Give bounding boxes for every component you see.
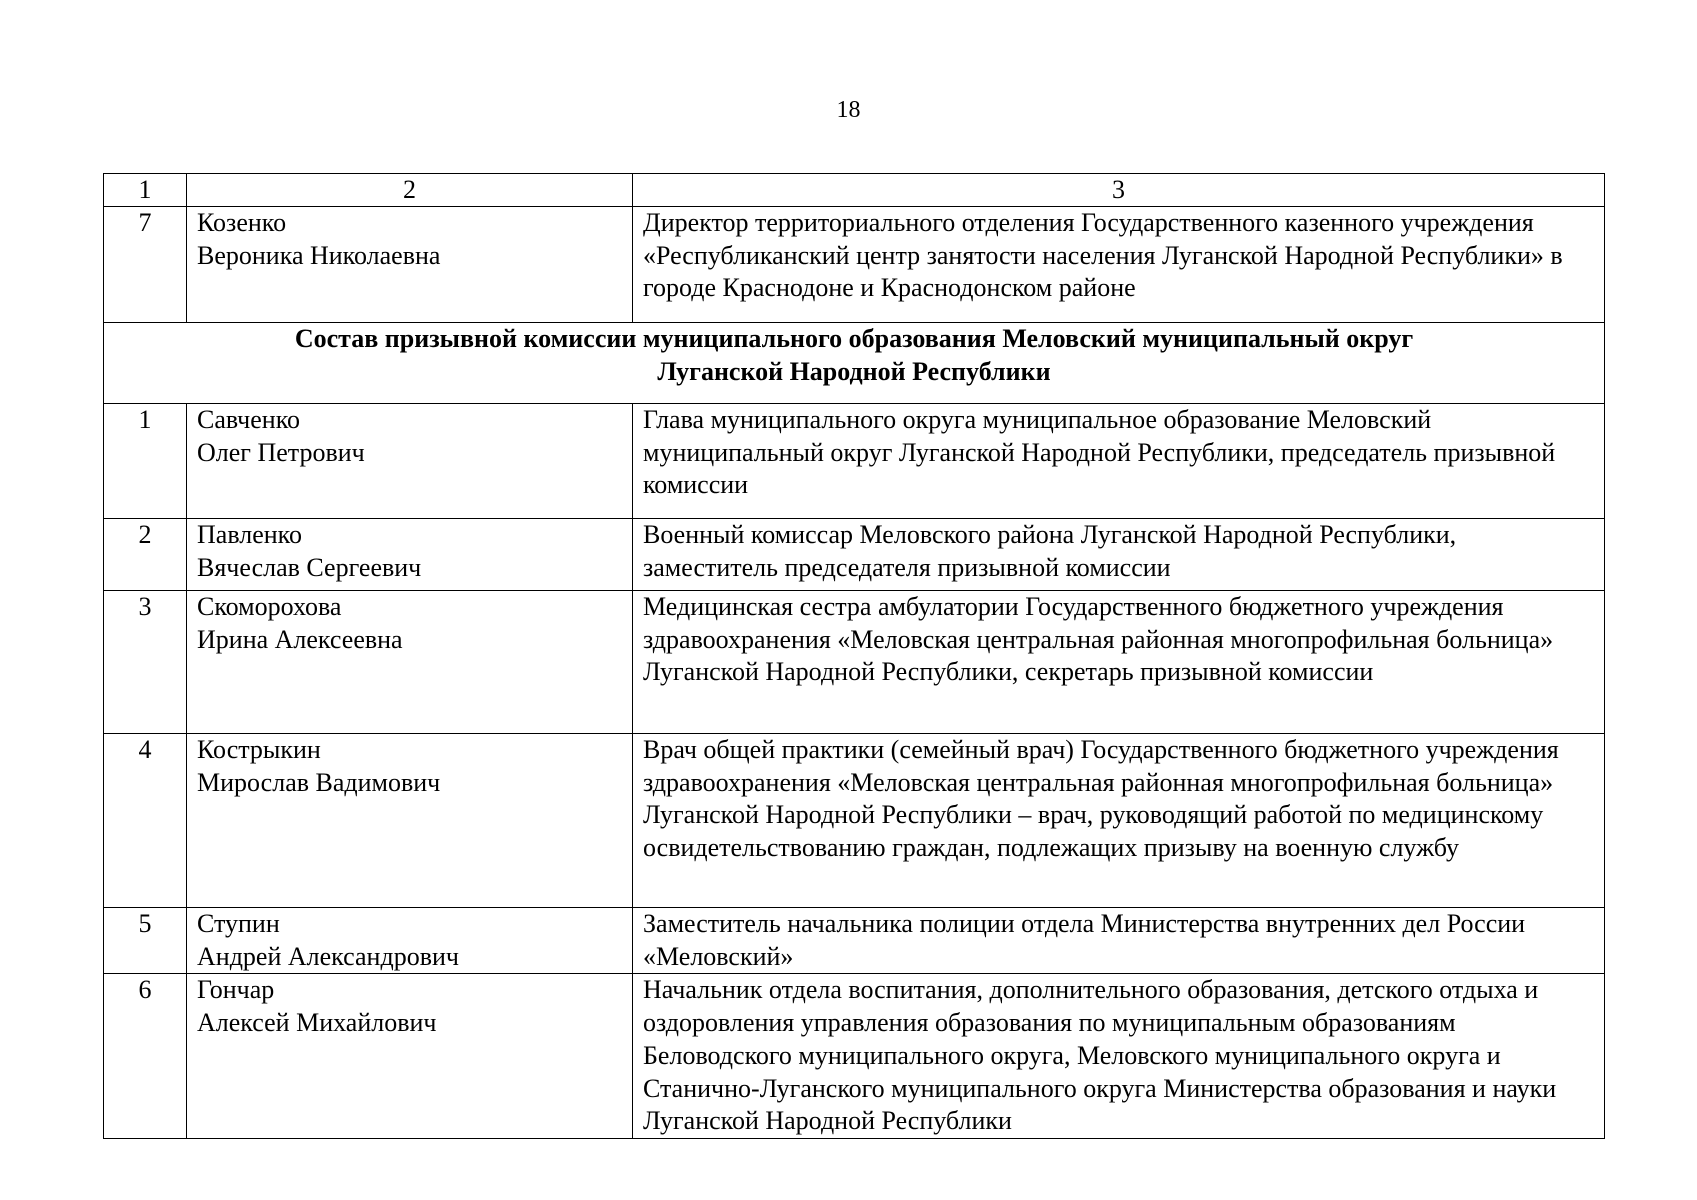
row-number: 4 — [104, 734, 187, 908]
member-position — [633, 974, 1605, 1139]
member-position — [633, 908, 1605, 974]
page-number: 18 — [836, 97, 861, 123]
member-surname: Павленко — [197, 520, 302, 549]
table-header-row — [104, 174, 1605, 207]
table-row — [104, 908, 1605, 974]
table-row — [104, 734, 1605, 908]
member-position — [633, 591, 1605, 734]
member-name — [187, 207, 633, 323]
member-name — [187, 404, 633, 519]
member-given-names: Вячеслав Сергеевич — [197, 552, 422, 582]
member-surname: Ступин — [197, 909, 280, 938]
column-header-position: 3 — [633, 174, 1605, 207]
section-heading-row — [104, 323, 1605, 404]
member-position-text: Директор территориального отделения Государственного казенного учреждения «Республиканский центр занятости населения Луганской Народной Республики» в городе Краснодоне и Краснодонском районе — [643, 208, 1563, 303]
row-number: 3 — [104, 591, 187, 734]
row-number: 7 — [104, 207, 187, 323]
member-position-text: Врач общей практики (семейный врач) Государственного бюджетного учреждения здравоохранения «Меловская центральная районная многопрофильная больница» Луганской Народной Республики – врач, руководящий работой по медицинскому освидетельствованию граждан, подлежащих призыву на военную службу — [643, 735, 1559, 863]
member-position-text: Военный комиссар Меловского района Луганской Народной Республики, заместитель председателя призывной комиссии — [643, 520, 1457, 582]
row-number: 1 — [104, 404, 187, 519]
member-name — [187, 908, 633, 974]
member-name — [187, 734, 633, 908]
member-name — [187, 519, 633, 591]
column-header-number: 1 — [104, 174, 187, 207]
table-row — [104, 591, 1605, 734]
member-position — [633, 207, 1605, 323]
member-given-names: Ирина Алексеевна — [197, 624, 403, 654]
table-row — [104, 404, 1605, 519]
member-position — [633, 519, 1605, 591]
member-name — [187, 974, 633, 1139]
member-surname: Козенко — [197, 208, 287, 237]
member-given-names: Олег Петрович — [197, 437, 365, 467]
member-position-text: Медицинская сестра амбулатории Государственного бюджетного учреждения здравоохранения «Меловская центральная районная многопрофильная больница» Луганской Народной Республики, секретарь призывной комиссии — [643, 592, 1554, 687]
column-header-name: 2 — [187, 174, 633, 207]
member-position-text: Начальник отдела воспитания, дополнительного образования, детского отдыха и оздоровления управления образования по муниципальным образованиям Беловодского муниципального округа, Меловского муниципального округа и Станично-Луганского муниципального округа Министерства образования и науки Луганской Народной Республики — [643, 975, 1557, 1136]
member-surname: Кострыкин — [197, 735, 321, 764]
member-given-names: Мирослав Вадимович — [197, 767, 441, 797]
member-given-names: Андрей Александрович — [197, 941, 459, 971]
row-number: 2 — [104, 519, 187, 591]
member-surname: Гончар — [197, 975, 275, 1005]
member-given-names: Алексей Михайлович — [197, 1008, 437, 1038]
row-number: 5 — [104, 908, 187, 974]
section-heading — [104, 323, 1605, 404]
table-row — [104, 974, 1605, 1139]
section-heading-line-2: Луганской Народной Республики — [657, 356, 1051, 386]
commission-table — [103, 173, 1605, 1139]
table-row — [104, 207, 1605, 323]
member-position — [633, 734, 1605, 908]
member-name — [187, 591, 633, 734]
member-position — [633, 404, 1605, 519]
member-surname: Савченко — [197, 405, 301, 434]
member-position-text: Глава муниципального округа муниципальное образование Меловский муниципальный округ Луганской Народной Республики, председатель призывной комиссии — [643, 405, 1556, 500]
row-number: 6 — [104, 974, 187, 1139]
table-row — [104, 519, 1605, 591]
member-given-names: Вероника Николаевна — [197, 240, 441, 270]
section-heading-line-1: Состав призывной комиссии муниципального образования Меловский муниципальный округ — [294, 324, 1414, 353]
member-position-text: Заместитель начальника полиции отдела Министерства внутренних дел России «Меловский» — [643, 909, 1526, 971]
member-surname: Скоморохова — [197, 592, 342, 621]
